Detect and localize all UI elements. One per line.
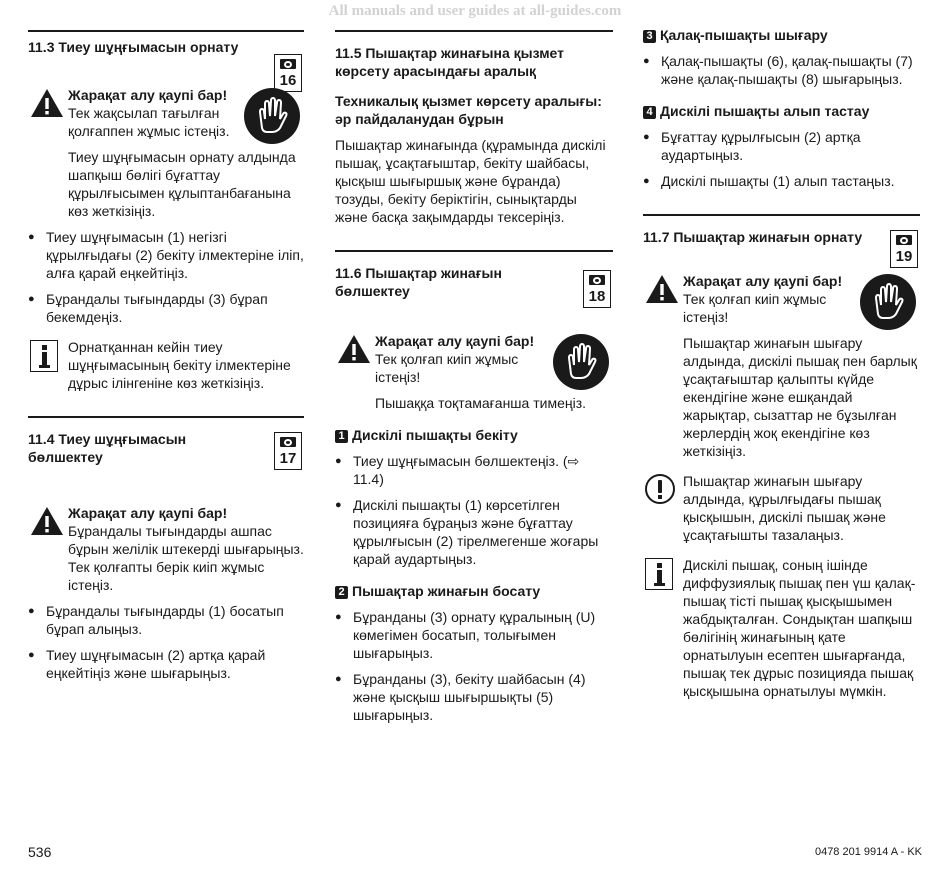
warning-title: Жарақат алу қаупі бар! [683,273,843,289]
service-interval: Техникалық қызмет көрсету аралығы: әр пайдаланудан бұрын [335,93,602,127]
step-title: Дискілі пышақты бекіту [352,427,518,443]
list-item: ● Тиеу шұңғымасын (2) артқа қарай еңкейтіңіз және шығарыңыз. [28,646,304,682]
step-heading [335,426,613,444]
section-title: 11.7 Пышақтар жинағын орнату [643,229,863,245]
section-divider [335,250,613,252]
section-11-6 [335,264,613,305]
warning-triangle-icon [337,334,371,364]
warning-title: Жарақат алу қаупі бар! [68,505,228,521]
info-icon [645,558,673,590]
warning-text: Тек жақсылап тағылған қолғаппен жұмыс істеңіз. [68,105,230,139]
info-note [643,556,920,700]
warning-text: Тек қолғап киіп жұмыс істеңіз! [375,351,519,385]
section-title: 11.5 Пышақтар жинағына қызмет көрсету арасындағы аралық [335,45,565,79]
gloves-icon [860,274,916,330]
bullet-list [643,52,920,88]
warning-title: Жарақат алу қаупі бар! [375,333,535,349]
note-text: Пышақтар жинағын шығару алдында, құрылғыдағы пышақ қысқышын, дискілі пышақ және ұсақтағышты тазалаңыз. [683,473,886,543]
step-title: Қалақ-пышақты шығару [660,27,828,43]
info-icon [30,340,58,372]
step-title: Пышақтар жинағын босату [352,583,541,599]
bullet-list [643,128,920,190]
bullet-list [28,602,304,682]
section-divider [335,30,613,32]
warning-title: Жарақат алу қаупі бар! [68,87,228,103]
list-item: ● Қалақ-пышақты (6), қалақ-пышақты (7) және қалақ-пышақты (8) шығарыңыз. [643,52,920,88]
watermark: All manuals and user guides at all-guides.com [328,3,622,19]
gloves-icon [553,334,609,390]
camera-figure-icon [890,230,918,268]
list-item: ● Дискілі пышақты (1) алып тастаңыз. [643,172,920,190]
step-heading [643,26,920,44]
camera-figure-icon [583,270,611,308]
section-title: 11.3 Тиеу шұңғымасын орнату [28,39,239,55]
step-title: Дискілі пышақты алып тастау [660,103,870,119]
page-number: 536 [28,844,52,860]
exclamation-icon [645,474,675,504]
note-text: Дискілі пышақ, соның ішінде диффузиялық пышақ пен үш қалақ-пышақ тісті пышақ қысқышымен жабдықталған. Сондықтан шапқыш бөлігінің жинағының қате орнатылуын есептен шығарғанда, пышақ тек дұрыс позицияда пышақ қысқышына орнатылуы мүмкін. [683,557,916,699]
figure-number: 18 [588,288,606,305]
figure-number: 19 [895,248,913,265]
section-title: 11.6 Пышақтар жинағын бөлшектеу [335,265,502,299]
list-item: ● Тиеу шұңғымасын бөлшектеңіз. (⇨ 11.4) [335,452,613,488]
gloves-icon [244,88,300,144]
warning-text: Тек қолғап киіп жұмыс істеңіз! [683,291,827,325]
warning-block [28,504,304,594]
bullet-list [335,608,613,724]
warning-text: Бұрандалы тығындарды ашпас бұрын желілік штекерді шығарыңыз. Тек қолғапты берік киіп жұмыс істеңіз. [68,523,304,593]
column-left [28,30,304,682]
step-heading [643,102,920,120]
list-item: ● Бұрандалы тығындарды (1) босатып бұрап алыңыз. [28,602,304,638]
section-11-3 [28,38,304,89]
paragraph: Пышақтар жинағында (құрамында дискілі пышақ, ұсақтағыштар, бекіту шайбасы, қысқыш шығыршық және бұранда) тозуды, бекіту беріктігін, сынықтарды және басқа зақымдарды тексеріңіз. [335,137,606,225]
section-divider [28,30,304,32]
section-divider [28,416,304,418]
camera-figure-icon [274,432,302,470]
section-11-5 [335,44,613,80]
figure-number: 17 [279,450,297,467]
warning-paragraph: Тиеу шұңғымасын орнату алдында шапқыш бөлігі бұғаттау құрылғысымен құлыптанбағанына көз жеткізіңіз. [68,149,296,219]
step-number-badge: 4 [643,106,656,119]
column-right [643,26,920,700]
warning-paragraph: Пышақтар жинағын шығару алдында, дискілі пышақ пен барлық ұсақтағыштар қалыпты күйде екендігіне және ешқандай жарықтар, сызаттар не бұзылған жерлердің жоқ екендігіне көз жеткізіңіз. [683,335,917,459]
warning-triangle-icon [645,274,679,304]
list-item: ● Дискілі пышақты (1) көрсетілген позицияға бұраңыз және бұғаттау құрылғысын (2) тірелмегенше жоғары қарай аудартыңыз. [335,496,613,568]
warning-block [28,86,304,140]
figure-number: 16 [279,72,297,89]
list-item: ● Бұранданы (3) орнату құралының (U) көмегімен босатып, толығымен шығарыңыз. [335,608,613,662]
list-item: ● Тиеу шұңғымасын (1) негізгі құрылғыдағы (2) бекіту ілмектеріне іліп, алға қарай еңкейтіңіз. [28,228,304,282]
document-code: 0478 201 9914 A - KK [814,846,922,858]
warning-block [335,332,613,386]
warning-triangle-icon [30,506,64,536]
section-title: 11.4 Тиеу шұңғымасын бөлшектеу [28,431,187,465]
section-11-4 [28,430,304,466]
step-number-badge: 1 [335,430,348,443]
list-item: ● Бұранданы (3), бекіту шайбасын (4) және қысқыш шығыршықты (5) шығарыңыз. [335,670,613,724]
bullet-list [28,228,304,326]
warning-triangle-icon [30,88,64,118]
warning-block [643,272,920,326]
step-number-badge: 3 [643,30,656,43]
section-11-7 [643,228,920,265]
caution-note [643,472,920,544]
info-note [28,338,304,392]
warning-paragraph: Пышаққа тоқтамағанша тимеңіз. [375,395,587,411]
list-item: ● Бұрандалы тығындарды (3) бұрап бекемдеңіз. [28,290,304,326]
section-divider [643,214,920,216]
column-middle [335,30,613,724]
step-heading [335,582,613,600]
list-item: ● Бұғаттау құрылғысын (2) артқа аудартыңыз. [643,128,920,164]
note-text: Орнатқаннан кейін тиеу шұңғымасының бекіту ілмектеріне дұрыс ілінгеніне көз жеткізіңіз. [68,339,291,391]
bullet-list [335,452,613,568]
step-number-badge: 2 [335,586,348,599]
